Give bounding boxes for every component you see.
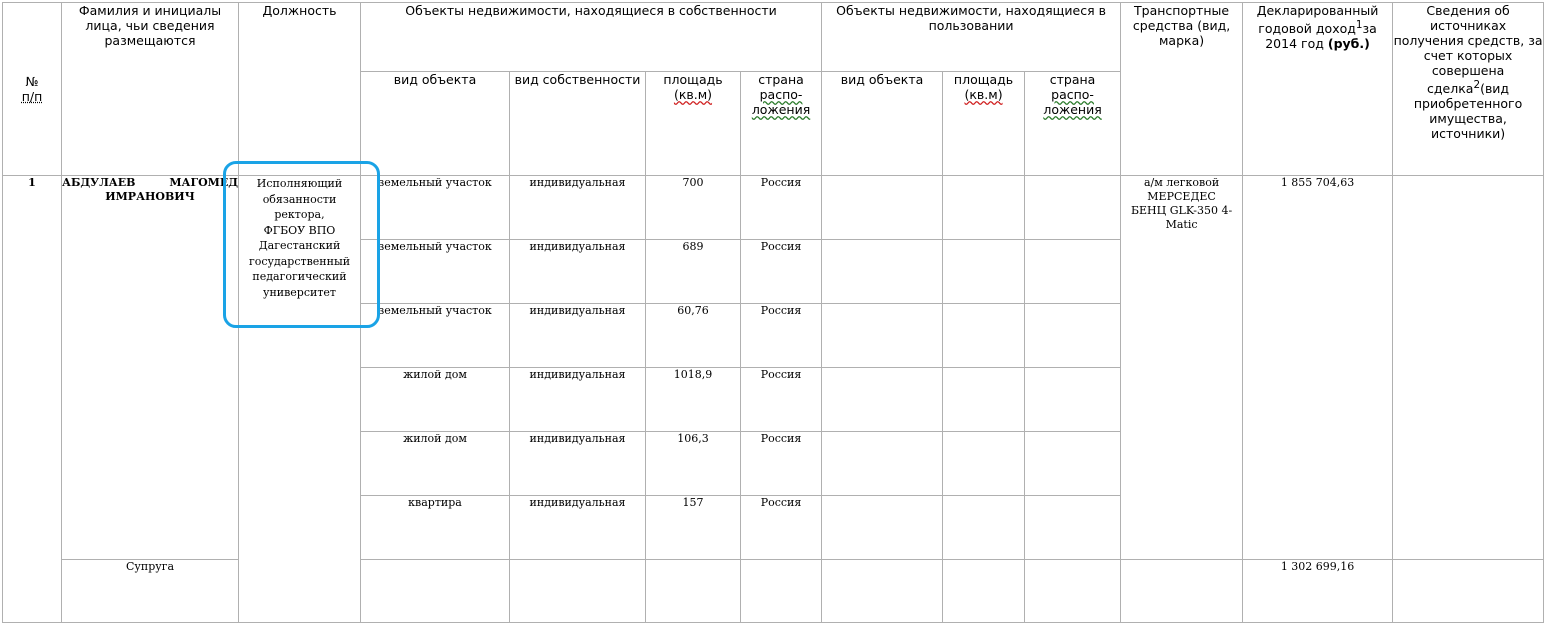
- spouse-label: Супруга: [62, 560, 239, 623]
- property-country: Россия: [741, 432, 822, 496]
- property-country: Россия: [741, 176, 822, 240]
- used-country-cell: [1025, 368, 1121, 432]
- used-area-cell: [943, 304, 1025, 368]
- property-area: 1018,9: [646, 368, 741, 432]
- header-used-type: вид объекта: [822, 72, 943, 176]
- spouse-owned-area: [646, 560, 741, 623]
- property-country: Россия: [741, 240, 822, 304]
- header-owned-area: [646, 72, 741, 176]
- header-sources: [1393, 3, 1544, 176]
- property-area: 60,76: [646, 304, 741, 368]
- header-sources-sup: 2: [1473, 79, 1481, 91]
- header-transport: Транспортные средства (вид, марка): [1121, 3, 1243, 176]
- spouse-sources: [1393, 560, 1544, 623]
- spouse-owned-ownership: [510, 560, 646, 623]
- spouse-used-country: [1025, 560, 1121, 623]
- header-used-country-l2: распо-: [1051, 87, 1094, 102]
- transport-line: МЕРСЕДЕС: [1147, 190, 1216, 203]
- used-type-cell: [822, 240, 943, 304]
- property-area: 700: [646, 176, 741, 240]
- property-type: квартира: [361, 496, 510, 560]
- position-line: Дагестанский: [258, 239, 341, 252]
- spouse-used-area: [943, 560, 1025, 623]
- header-used-country: [1025, 72, 1121, 176]
- used-type-cell: [822, 368, 943, 432]
- used-area-cell: [943, 432, 1025, 496]
- header-owned-type: вид объекта: [361, 72, 510, 176]
- row-number: 1: [3, 176, 62, 623]
- header-sources-text1: Сведения об источниках получения средств, за счет которых совершена сделка: [1393, 3, 1543, 97]
- property-type: земельный участок: [361, 176, 510, 240]
- property-ownership: индивидуальная: [510, 432, 646, 496]
- used-type-cell: [822, 176, 943, 240]
- property-type: жилой дом: [361, 368, 510, 432]
- position-line: ФГБОУ ВПО: [263, 223, 336, 237]
- used-type-cell: [822, 496, 943, 560]
- position-line: ректора,: [274, 208, 325, 221]
- table-header: [3, 3, 1544, 176]
- transport-cell: [1121, 176, 1243, 560]
- property-area: 106,3: [646, 432, 741, 496]
- spouse-row: [3, 560, 1544, 623]
- property-area: 689: [646, 240, 741, 304]
- header-used-area-unit: (кв.м): [964, 87, 1003, 102]
- person-position: [239, 176, 361, 623]
- header-used-area-label: площадь: [953, 72, 1014, 87]
- header-owned-country-l2: распо-: [759, 87, 803, 102]
- property-ownership: индивидуальная: [510, 368, 646, 432]
- property-country: Россия: [741, 304, 822, 368]
- spouse-owned-type: [361, 560, 510, 623]
- header-used-country-l1: страна: [1049, 72, 1096, 87]
- position-line: Исполняющий: [256, 177, 343, 190]
- header-used-country-l3: ложения: [1043, 102, 1102, 117]
- property-ownership: индивидуальная: [510, 496, 646, 560]
- person-name-line2: ИМРАНОВИЧ: [105, 190, 195, 203]
- transport-line: БЕНЦ GLK-350 4-: [1130, 204, 1233, 217]
- person-name-line1: АБДУЛАЕВ МАГОМЕД: [62, 176, 238, 189]
- header-owned-country: [741, 72, 822, 176]
- used-type-cell: [822, 432, 943, 496]
- table-body: [3, 176, 1544, 623]
- header-owned-area-label: площадь: [663, 72, 723, 87]
- used-area-cell: [943, 240, 1025, 304]
- header-used-group: Объекты недвижимости, находящиеся в пользовании: [822, 3, 1121, 72]
- person-income: 1 855 704,63: [1243, 176, 1393, 560]
- spouse-transport: [1121, 560, 1243, 623]
- header-income: [1243, 3, 1393, 176]
- header-income-unit: (руб.): [1327, 36, 1370, 52]
- header-income-text1: Декларированный годовой доход: [1256, 3, 1379, 37]
- declaration-table: [2, 2, 1544, 623]
- header-owned-ownership: вид собственности: [510, 72, 646, 176]
- property-country: Россия: [741, 496, 822, 560]
- header-used-area: [943, 72, 1025, 176]
- property-country: Россия: [741, 368, 822, 432]
- header-income-text2: за 2014 год: [1265, 21, 1377, 52]
- position-line: обязанности: [262, 192, 337, 206]
- person-name: [62, 176, 239, 560]
- header-number: [3, 3, 62, 176]
- sources-cell: [1393, 176, 1544, 560]
- header-sources-text2: (вид приобретенного имущества, источники): [1413, 81, 1523, 142]
- position-line: университет: [262, 285, 337, 299]
- property-ownership: индивидуальная: [510, 176, 646, 240]
- property-type: жилой дом: [361, 432, 510, 496]
- used-area-cell: [943, 368, 1025, 432]
- position-line: государственный: [248, 254, 351, 268]
- property-type: земельный участок: [361, 304, 510, 368]
- used-country-cell: [1025, 176, 1121, 240]
- used-area-cell: [943, 176, 1025, 240]
- used-country-cell: [1025, 240, 1121, 304]
- property-ownership: индивидуальная: [510, 304, 646, 368]
- spouse-used-type: [822, 560, 943, 623]
- header-name: Фамилия и инициалы лица, чьи сведения размещаются: [62, 3, 239, 176]
- header-owned-group: Объекты недвижимости, находящиеся в собственности: [361, 3, 822, 72]
- header-number-sign: №: [25, 74, 39, 89]
- spouse-owned-country: [741, 560, 822, 623]
- used-country-cell: [1025, 496, 1121, 560]
- header-owned-country-l1: страна: [758, 72, 804, 87]
- used-area-cell: [943, 496, 1025, 560]
- property-type: земельный участок: [361, 240, 510, 304]
- spouse-income: 1 302 699,16: [1243, 560, 1393, 623]
- property-ownership: индивидуальная: [510, 240, 646, 304]
- header-number-sub: п/п: [21, 89, 43, 104]
- header-position: Должность: [239, 3, 361, 176]
- property-area: 157: [646, 496, 741, 560]
- transport-line: а/м легковой: [1143, 176, 1220, 189]
- transport-line: Matic: [1165, 218, 1198, 231]
- used-country-cell: [1025, 304, 1121, 368]
- header-owned-area-unit: (кв.м): [673, 87, 713, 102]
- position-line: педагогический: [252, 270, 347, 283]
- header-income-sup: 1: [1355, 19, 1363, 31]
- used-country-cell: [1025, 432, 1121, 496]
- table-row: [3, 176, 1544, 240]
- used-type-cell: [822, 304, 943, 368]
- header-owned-country-l3: ложения: [751, 102, 811, 117]
